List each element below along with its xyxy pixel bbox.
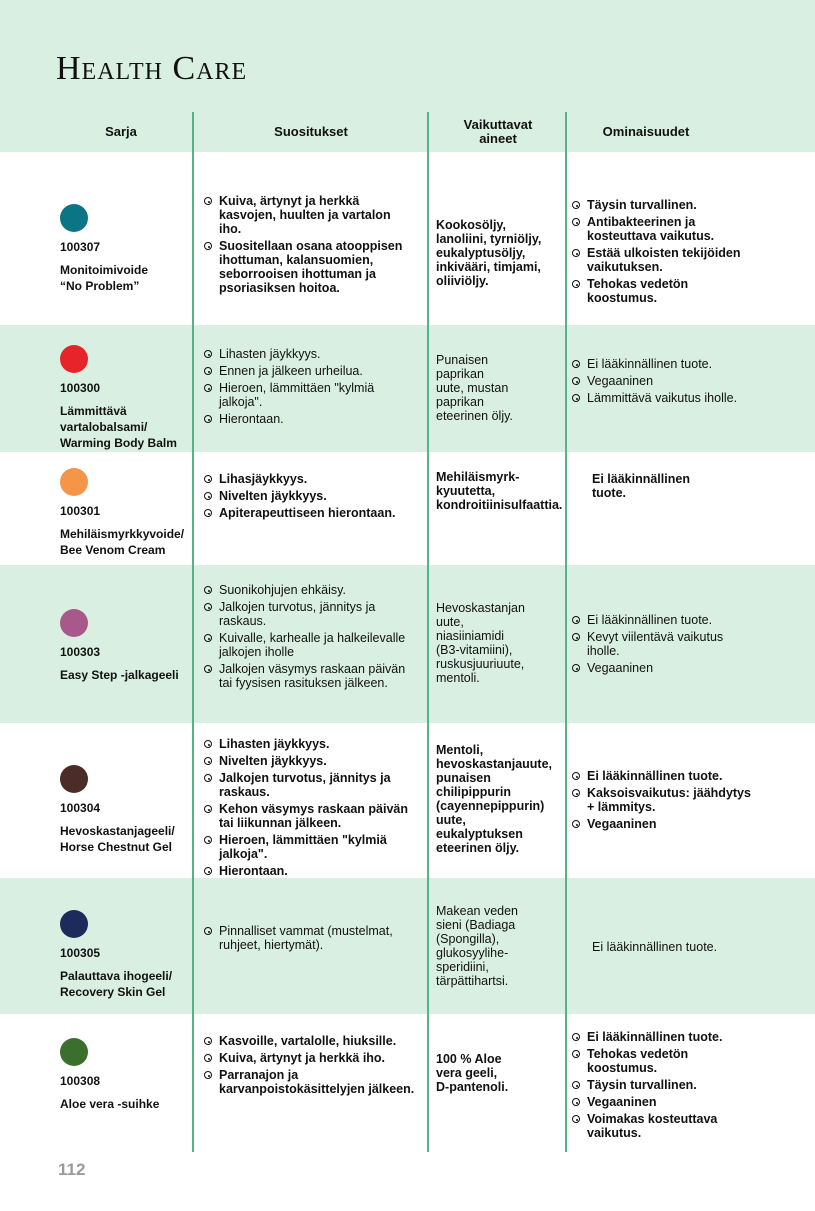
product-name: Lämmittävä vartalobalsami/ Warming Body Balm [60, 404, 177, 450]
recommendation-item: Lihasten jäykkyys. [204, 347, 416, 361]
color-dot [60, 609, 88, 637]
recommendation-item: Apiterapeuttiseen hierontaan. [204, 506, 416, 520]
table-row [0, 878, 815, 1014]
recommendation-item: Nivelten jäykkyys. [204, 489, 416, 503]
product-name: Palauttava ihogeeli/ Recovery Skin Gel [60, 969, 173, 999]
color-dot [60, 468, 88, 496]
product-name: Monitoimivoide “No Problem” [60, 263, 148, 293]
table-row [0, 723, 815, 878]
recommendations-cell [204, 583, 416, 693]
recommendation-item: Nivelten jäykkyys. [204, 754, 416, 768]
table-row [0, 452, 815, 565]
recommendation-item: Lihasten jäykkyys. [204, 737, 416, 751]
properties-cell: Ei lääkinnällinen tuote. [592, 472, 690, 500]
column-header-ominaisuudet: Ominaisuudet [602, 124, 690, 139]
recommendation-item: Kehon väsymys raskaan päivän tai liikunnan jälkeen. [204, 802, 416, 830]
properties-cell [572, 198, 752, 308]
recommendation-item: Jalkojen turvotus, jännitys ja raskaus. [204, 600, 416, 628]
property-item: Täysin turvallinen. [572, 198, 752, 212]
series-cell [60, 468, 195, 558]
property-item: Vegaaninen [572, 1095, 752, 1109]
color-dot [60, 910, 88, 938]
recommendation-item: Jalkojen turvotus, jännitys ja raskaus. [204, 771, 416, 799]
product-code: 100303 [60, 645, 101, 659]
column-header-sarja: Sarja [105, 124, 137, 139]
ingredients-cell: Makean veden sieni (Badiaga (Spongilla), glukosyylihe- speridiini, tärpättihartsi. [436, 904, 519, 988]
properties-cell [572, 1030, 752, 1143]
recommendation-item: Hierontaan. [204, 412, 416, 426]
property-item: Tehokas vedetön koostumus. [572, 277, 752, 305]
recommendations-cell [204, 472, 416, 523]
properties-cell [572, 357, 752, 408]
product-name: Aloe vera -suihke [60, 1097, 160, 1111]
product-name: Mehiläismyrkkyvoide/ Bee Venom Cream [60, 527, 185, 557]
property-item: Voimakas kosteuttava vaikutus. [572, 1112, 752, 1140]
series-cell [60, 345, 195, 451]
recommendation-item: Kasvoille, vartalolle, hiuksille. [204, 1034, 416, 1048]
product-code: 100304 [60, 801, 101, 815]
recommendation-item: Kuiva, ärtynyt ja herkkä iho. [204, 1051, 416, 1065]
recommendation-item: Hieroen, lämmittäen "kylmiä jalkoja". [204, 833, 416, 861]
property-item: Kaksoisvaikutus: jäähdytys + lämmitys. [572, 786, 752, 814]
property-item: Estää ulkoisten tekijöiden vaikutuksen. [572, 246, 752, 274]
product-code: 100301 [60, 504, 101, 518]
recommendations-cell [204, 1034, 416, 1099]
ingredients-cell: Mehiläismyrk- kyuutetta, kondroitiinisulfaattia. [436, 470, 563, 512]
recommendation-item: Lihasjäykkyys. [204, 472, 416, 486]
product-name: Hevoskastanjageeli/ Horse Chestnut Gel [60, 824, 175, 854]
property-item: Ei lääkinnällinen tuote. [572, 1030, 752, 1044]
recommendation-item: Suositellaan osana atooppisen ihottuman, kalansuomien, seborrooisen ihottuman ja psoriasiksen hoitoa. [204, 239, 416, 295]
property-item: Antibakteerinen ja kosteuttava vaikutus. [572, 215, 752, 243]
color-dot [60, 1038, 88, 1066]
recommendation-item: Pinnalliset vammat (mustelmat, ruhjeet, hiertymät). [204, 924, 416, 952]
property-item: Vegaaninen [572, 374, 752, 388]
series-cell [60, 910, 195, 1000]
ingredients-cell: Punaisen paprikan uute, mustan paprikan eteerinen öljy. [436, 353, 513, 423]
recommendations-cell [204, 194, 416, 298]
property-item: Ei lääkinnällinen tuote. [572, 613, 752, 627]
recommendations-cell [204, 347, 416, 429]
product-code: 100300 [60, 381, 101, 395]
column-header-vaikuttavat-aineet: Vaikuttavat aineet [463, 117, 533, 146]
page-title: Health Care [56, 50, 248, 87]
page-number: 112 [58, 1160, 86, 1179]
series-cell [60, 765, 195, 855]
product-name: Easy Step -jalkageeli [60, 668, 179, 682]
column-header-suositukset: Suositukset [274, 124, 348, 139]
series-cell [60, 1038, 195, 1112]
recommendation-item: Hieroen, lämmittäen "kylmiä jalkoja". [204, 381, 416, 409]
property-item: Vegaaninen [572, 817, 752, 831]
property-item: Ei lääkinnällinen tuote. [572, 357, 752, 371]
product-code: 100307 [60, 240, 101, 254]
ingredients-cell: Hevoskastanjan uute, niasiiniamidi (B3-vitamiini), ruskusjuuriuute, mentoli. [436, 601, 525, 685]
product-code: 100308 [60, 1074, 101, 1088]
ingredients-cell: Kookosöljy, lanoliini, tyrniöljy, eukalyptusöljy, inkivääri, timjami, oliiviöljy. [436, 218, 542, 288]
properties-cell [572, 769, 752, 834]
color-dot [60, 204, 88, 232]
properties-cell: Ei lääkinnällinen tuote. [592, 940, 718, 954]
recommendations-cell [204, 737, 416, 881]
table-row [0, 152, 815, 325]
recommendation-item: Parranajon ja karvanpoistokäsittelyjen jälkeen. [204, 1068, 416, 1096]
recommendation-item: Suonikohjujen ehkäisy. [204, 583, 416, 597]
recommendation-item: Kuiva, ärtynyt ja herkkä kasvojen, huulten ja vartalon iho. [204, 194, 416, 236]
table-row [0, 1014, 815, 1152]
recommendations-cell [204, 924, 416, 955]
series-cell [60, 204, 195, 294]
recommendation-item: Jalkojen väsymys raskaan päivän tai fyysisen rasituksen jälkeen. [204, 662, 416, 690]
table-row [0, 565, 815, 723]
ingredients-cell: 100 % Aloe vera geeli, D-pantenoli. [436, 1052, 509, 1094]
table-row [0, 325, 815, 452]
ingredients-cell: Mentoli, hevoskastanjauute, punaisen chilipippurin (cayennepippurin) uute, eukalyptuksen eteerinen öljy. [436, 743, 553, 855]
recommendation-item: Kuivalle, karhealle ja halkeilevalle jalkojen iholle [204, 631, 416, 659]
series-cell [60, 609, 195, 683]
recommendation-item: Hierontaan. [204, 864, 416, 878]
column-divider [427, 112, 429, 1152]
color-dot [60, 345, 88, 373]
column-divider [565, 112, 567, 1152]
properties-cell [572, 613, 752, 678]
color-dot [60, 765, 88, 793]
property-item: Vegaaninen [572, 661, 752, 675]
recommendation-item: Ennen ja jälkeen urheilua. [204, 364, 416, 378]
column-divider [192, 112, 194, 1152]
property-item: Lämmittävä vaikutus iholle. [572, 391, 752, 405]
property-item: Kevyt viilentävä vaikutus iholle. [572, 630, 752, 658]
property-item: Ei lääkinnällinen tuote. [572, 769, 752, 783]
property-item: Täysin turvallinen. [572, 1078, 752, 1092]
product-code: 100305 [60, 946, 101, 960]
property-item: Tehokas vedetön koostumus. [572, 1047, 752, 1075]
